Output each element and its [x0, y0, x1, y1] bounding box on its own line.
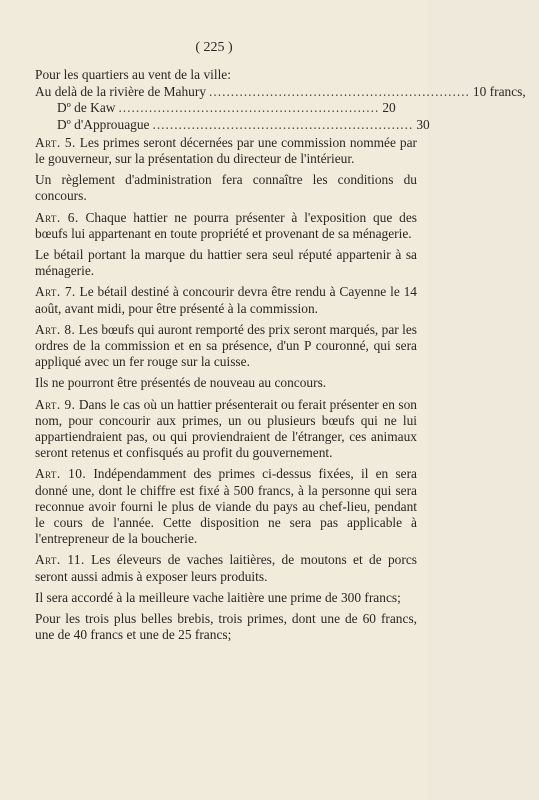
paragraph-art-10	[35, 466, 417, 547]
leader-dots: ............................................................	[209, 84, 470, 100]
paragraph-text: Dans le cas où un hattier présenterait ou ferait présenter en son nom, pour concourir aux primes, un ou plusieurs bœufs qui ne lui appartiendraient pas, ou qui proviendraient de l'étranger, ces animaux seront retenus et confisqués au profit du gouvernement.	[35, 396, 417, 461]
leader-dots: ............................................................	[152, 116, 414, 132]
article-label: Art. 8.	[35, 321, 76, 337]
article-label: Art. 6.	[35, 209, 79, 225]
rate-label: Dº d'Approuague	[57, 116, 150, 132]
paragraph-art-5	[35, 135, 417, 167]
rate-amount: 30	[416, 116, 430, 132]
paragraph	[35, 611, 417, 643]
rate-row-approuague	[35, 116, 430, 133]
rate-row-mahury	[35, 84, 526, 100]
rate-label: Dº de Kaw	[57, 100, 116, 116]
article-label: Art. 11.	[35, 552, 85, 568]
rate-amount: 10 francs,	[472, 84, 526, 100]
paragraph-art-7	[35, 284, 417, 316]
article-label: Art. 7.	[35, 284, 76, 300]
article-label: Art. 9.	[35, 396, 76, 412]
page-number: ( 225 )	[195, 40, 233, 55]
paragraph	[35, 375, 417, 391]
article-label: Art. 10.	[35, 466, 87, 482]
paragraph-text: Le bétail portant la marque du hattier sera seul réputé appartenir à sa ménagerie.	[35, 247, 417, 279]
paragraph-text: Pour les trois plus belles brebis, trois primes, dont une de 60 francs, une de 40 francs et une de 25 francs;	[35, 611, 417, 643]
paragraph-text: Le bétail destiné à concourir devra être rendu à Cayenne le 14 août, avant midi, pour être présenté à la commission.	[35, 284, 417, 316]
paragraph	[35, 590, 417, 606]
paragraph-text: Il sera accordé à la meilleure vache laitière une prime de 300 francs;	[35, 589, 401, 605]
paragraph-text: Un règlement d'administration fera connaître les conditions du concours.	[35, 172, 417, 204]
paragraph-art-11	[35, 552, 417, 584]
paragraph-text: Indépendamment des primes ci-dessus fixées, il en sera donné une, dont le chiffre est fixé à 500 francs, à la personne qui sera reconnue avoir fourni le plus de viande du pays au chef-lieu, pendant le cours de l'année. Cette disposition ne sera pas applicable à l'entrepreneur de la boucherie.	[35, 466, 418, 547]
rate-label: Au delà de la rivière de Mahury	[35, 84, 207, 100]
paragraph-art-8	[35, 322, 417, 371]
rate-row-kaw	[35, 100, 417, 116]
paragraph-art-6	[35, 210, 417, 242]
paragraph-text: Les éleveurs de vaches laitières, de moutons et de porcs seront aussi admis à exposer leurs produits.	[35, 552, 417, 584]
paragraph-text: Les bœufs qui auront remporté des prix seront marqués, par les ordres de la commission et en sa présence, d'un P couronné, qui sera appliqué avec un fer rouge sur la cuisse.	[35, 321, 417, 370]
leader-dots: ............................................................	[118, 100, 380, 116]
page-body	[35, 41, 526, 644]
paragraph	[35, 172, 417, 204]
article-label: Art. 5.	[35, 134, 76, 150]
paragraph-text: Les primes seront décernées par une commission nommée par le gouverneur, sur la présentation du directeur de l'intérieur.	[35, 134, 417, 167]
paragraph-text: Ils ne pourront être présentés de nouveau au concours.	[35, 375, 327, 391]
paragraph-text: Chaque hattier ne pourra présenter à l'exposition que des bœufs lui appartenant en toute propriété et provenant de sa ménagerie.	[35, 209, 417, 241]
rate-amount: 20	[382, 100, 396, 116]
paragraph	[35, 247, 417, 279]
paragraph-art-9	[35, 397, 417, 462]
intro-line: Pour les quartiers au vent de la ville:	[35, 67, 231, 82]
